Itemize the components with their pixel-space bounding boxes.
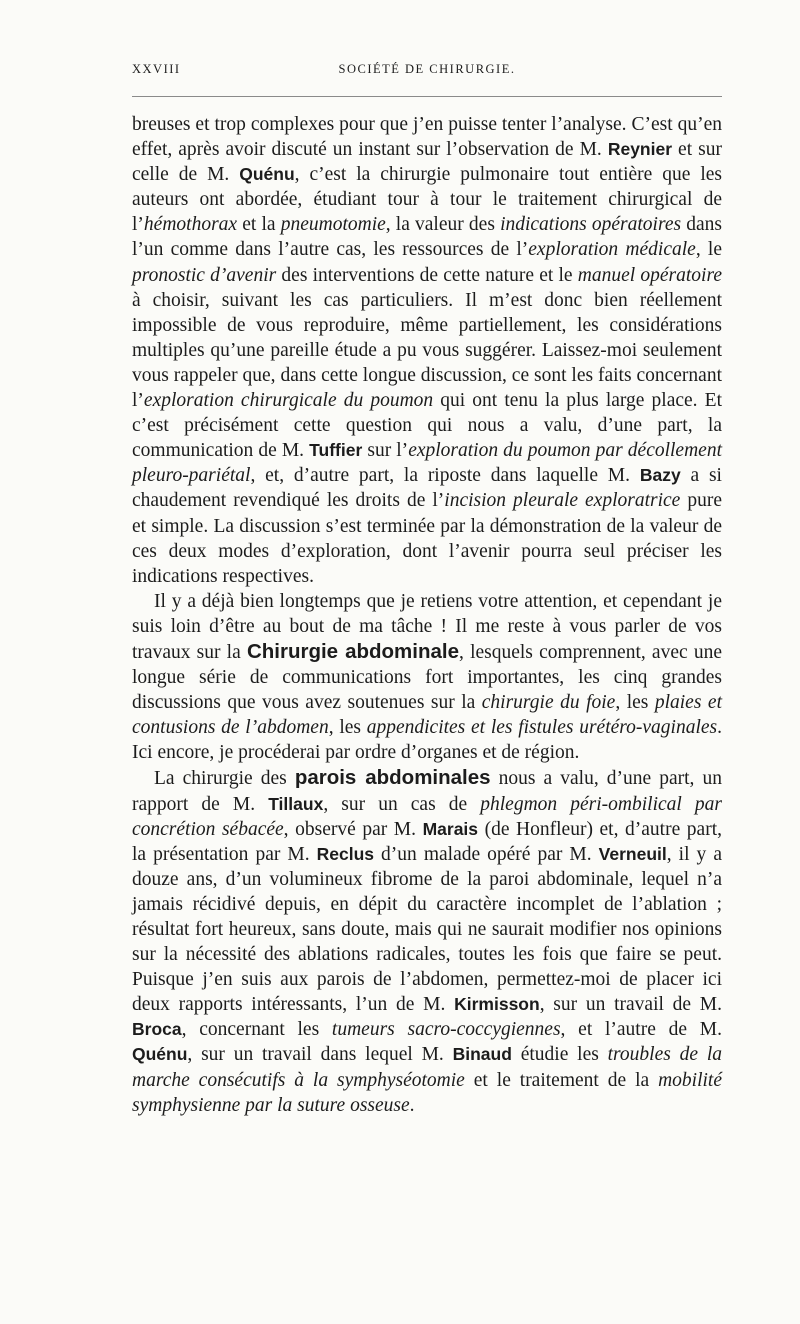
page-number: XXVIII [132,62,181,76]
author-name: Bazy [639,465,681,486]
italic-phrase: pronostic d’avenir [132,264,277,286]
header-rule [132,96,722,97]
section-heading-inline: parois abdominales [294,766,491,790]
italic-phrase: incision pleurale exploratrice [444,490,681,512]
author-name: Broca [132,1019,182,1040]
text-run: , il y a douze ans, d’un volumineux fibrome de la paroi abdominale, lequel n’a jamais récidivé depuis, en dépit du caractère incomplet de l’ablation ; résultat fort heureux, sans doute, mais qui ne saurait modifier nos opinions sur la nécessité des ablations radicales, toutes les fois que faire se peut. Puisque j’en suis aux parois de l’abdomen, permettez-moi de placer ici deux rapports intéressants, l’un de M. [132,843,722,1016]
italic-phrase: mobilité symphysienne par la suture osseuse [132,1069,723,1116]
italic-phrase: troubles de la marche consécutifs à la symphyséotomie [132,1044,722,1091]
italic-phrase: phlegmon péri-ombilical par concrétion sébacée [132,793,722,840]
italic-phrase: manuel opératoire [577,264,722,286]
text-run: , sur un travail de M. [539,994,722,1016]
italic-phrase: indications opératoires [500,214,682,236]
text-run: , les [615,692,655,714]
text-run: à choisir, suivant les cas particuliers. Il m’est donc bien réellement impossible de vous reproduire, même partiellement, les considérations multiples qu’une pareille étude a pu vous suggérer. Laissez-moi seulement vous rappeler que, dans cette longue discussion, ce sont les faits concernant l’ [132,289,722,412]
text-run: , sur un cas de [323,793,481,815]
author-name: Verneuil [598,843,667,864]
author-name: Quénu [239,164,295,185]
italic-phrase: exploration médicale [528,239,696,261]
author-name: Marais [422,818,479,839]
text-run: nous a valu, d’une part, un rapport de M. [132,768,723,815]
text-run: , et, d’autre part, la riposte dans laquelle M. [250,465,640,487]
author-name: Binaud [452,1044,512,1065]
text-run: et la [237,214,281,236]
italic-phrase: plaies et contusions de l’abdomen [132,692,722,739]
author-name: Quénu [132,1044,188,1065]
text-run: dans l’un comme dans l’autre cas, les ressources de l’ [132,214,722,261]
text-run: pure et simple. La discussion s’est terminée par la démonstration de la valeur de ces deux modes d’exploration, dont l’avenir pourra seul préciser les indications respectives. [132,490,723,587]
text-run: Il y a déjà bien longtemps que je retiens votre attention, et cependant je suis loin d’être au bout de ma tâche ! Il me reste à vous parler de vos travaux sur la [132,590,722,663]
text-run: et sur celle de M. [132,139,722,186]
text-run: , lesquels comprennent, avec une longue série de communications fort importantes, les cinq grandes discussions que vous avez soutenues sur la [132,641,722,714]
text-run: , les [328,717,367,739]
author-name: Reclus [316,843,375,864]
text-run: , observé par M. [283,818,423,840]
text-run: qui ont tenu la plus large place. Et c’est précisément cette question qui nous a valu, d’une part, la communication de M. [132,390,723,462]
italic-phrase: pneumotomie [280,214,386,236]
text-run: a si chaudement revendiqué les droits de l’ [132,465,722,512]
italic-phrase: chirurgie du foie [481,692,616,714]
text-run: , le [695,239,722,261]
text-run: , sur un travail dans lequel M. [187,1044,453,1066]
text-run: , la valeur des [385,214,501,236]
text-run: La chirurgie des [154,768,295,790]
text-run: , c’est la chirurgie pulmonaire tout entière que les auteurs ont abordée, étudiant tour à tour le traitement chirurgical de l’ [132,164,722,236]
italic-phrase: exploration chirurgicale du poumon [143,390,434,412]
text-run: d’un malade opéré par M. [374,843,599,865]
author-name: Kirmisson [454,994,540,1015]
body-text [132,112,722,1118]
text-run: , concernant les [181,1019,332,1041]
running-title: SOCIÉTÉ DE CHIRURGIE. [338,62,516,76]
italic-phrase: exploration du poumon par décollement pleuro-pariétal [132,440,722,487]
text-run: étudie les [511,1044,608,1066]
italic-phrase: appendicites et les fistules urétéro-vaginales [366,717,718,739]
text-run: . Ici encore, je procéderai par ordre d’organes et de région. [132,717,722,764]
running-header [132,62,722,84]
paragraph [132,589,722,766]
italic-phrase: tumeurs sacro-coccygiennes [331,1019,561,1041]
author-name: Tuffier [309,440,363,461]
text-run: , et l’autre de M. [560,1019,722,1041]
text-run: breuses et trop complexes pour que j’en puisse tenter l’analyse. C’est qu’en effet, après avoir discuté un instant sur l’observation de M. [132,114,722,161]
italic-phrase: hémothorax [143,214,238,236]
paragraph [132,765,722,1117]
text-run: . [409,1094,415,1116]
text-run: et le traitement de la [464,1069,659,1091]
author-name: Tillaux [268,793,324,814]
text-run: sur l’ [362,440,409,462]
text-run: des interventions de cette nature et le [276,264,578,286]
paragraph [132,112,722,589]
section-heading-inline: Chirurgie abdominale [246,639,459,663]
author-name: Reynier [607,139,673,160]
text-run: (de Honfleur) et, d’autre part, la présentation par M. [132,818,722,865]
